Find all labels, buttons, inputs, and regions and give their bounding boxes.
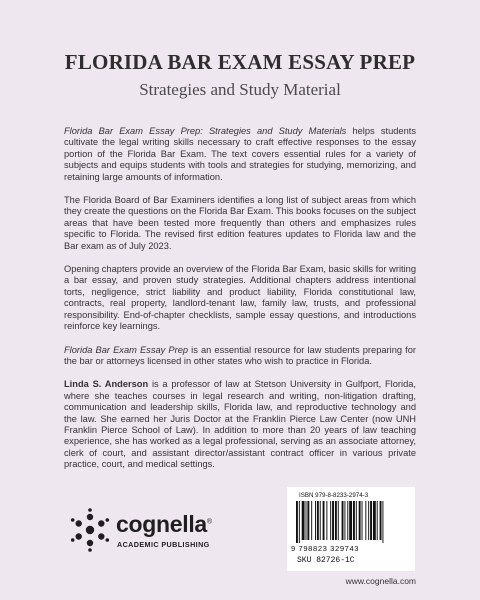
book-subtitle: Strategies and Study Material [139, 80, 341, 99]
description-paragraph-4 [64, 345, 416, 368]
paragraph-text: helps students cultivate the legal writing skills necessary to craft effective responses to the essay portion of the Florida Bar Exam. The text covers essential rules for a variety of subjects and equips students with tools and strategies for studying, memorizing, and retaining large amounts of information. [64, 126, 416, 182]
publisher-name: cognella [116, 511, 207, 537]
publisher-website: www.cognella.com [345, 576, 416, 586]
sku-label: SKU 82726-1C [297, 556, 355, 565]
description-paragraph-2: The Florida Board of Bar Examiners identifies a long list of subject areas from which they create the questions on the Florida Bar Exam. This books focuses on the subject areas that have been tested more frequently than others and emphasizes rules specific to Florida. The revised first edition features updates to Florida law and the Bar exam as of July 2023. [64, 195, 416, 251]
paragraph-text: is an essential resource for law students preparing for the bar or attorneys licensed in other states who wish to practice in Florida. [64, 344, 417, 366]
barcode-icon [296, 501, 406, 543]
author-bio-paragraph [64, 379, 416, 470]
author-bio-text: is a professor of law at Stetson University in Gulfport, Florida, where she teaches courses in legal research and writing, non-litigation drafting, communication and leadership skills, Florida law, and reproductive technology and the law. She earned her Juris Doctor at the Franklin Pierce Law Center (now UNH Franklin Pierce School of Law). In addition to more than 20 years of law teaching experience, she has worked as a legal professional, serving as an associate attorney, clerk of court, and assistant director/assistant contract officer in various private practice, court, and medical settings. [64, 379, 416, 470]
barcode-digits: 9 798823 329743 [291, 544, 360, 553]
publisher-wordmark [116, 511, 212, 538]
book-title: FLORIDA BAR EXAM ESSAY PREP [64, 50, 416, 74]
description-paragraph-3: Opening chapters provide an overview of the Florida Bar Exam, basic skills for writing a bar essay, and proven study strategies. Additional chapters address intentional torts, negligence, strict liability and product liability, Florida constitutional law, contracts, real property, landlord-tenant law, family law, trusts, and professional responsibility. End-of-chapter checklists, sample essay questions, and introductions reinforce key learnings. [64, 264, 416, 332]
isbn-label: ISBN 979-8-8233-2974-3 [299, 492, 369, 499]
author-name: Linda S. Anderson [64, 379, 149, 390]
book-title-italic: Florida Bar Exam Essay Prep [64, 344, 189, 355]
barcode-block [287, 487, 415, 571]
book-title-italic: Florida Bar Exam Essay Prep: Strategies and Study Materials [64, 126, 347, 136]
description-text [64, 126, 416, 471]
publisher-logo [68, 508, 228, 552]
registered-mark: ® [206, 518, 212, 526]
publisher-tagline: ACADEMIC PUBLISHING [117, 540, 210, 549]
cognella-logo-icon [68, 508, 112, 552]
description-paragraph-1 [64, 126, 416, 183]
